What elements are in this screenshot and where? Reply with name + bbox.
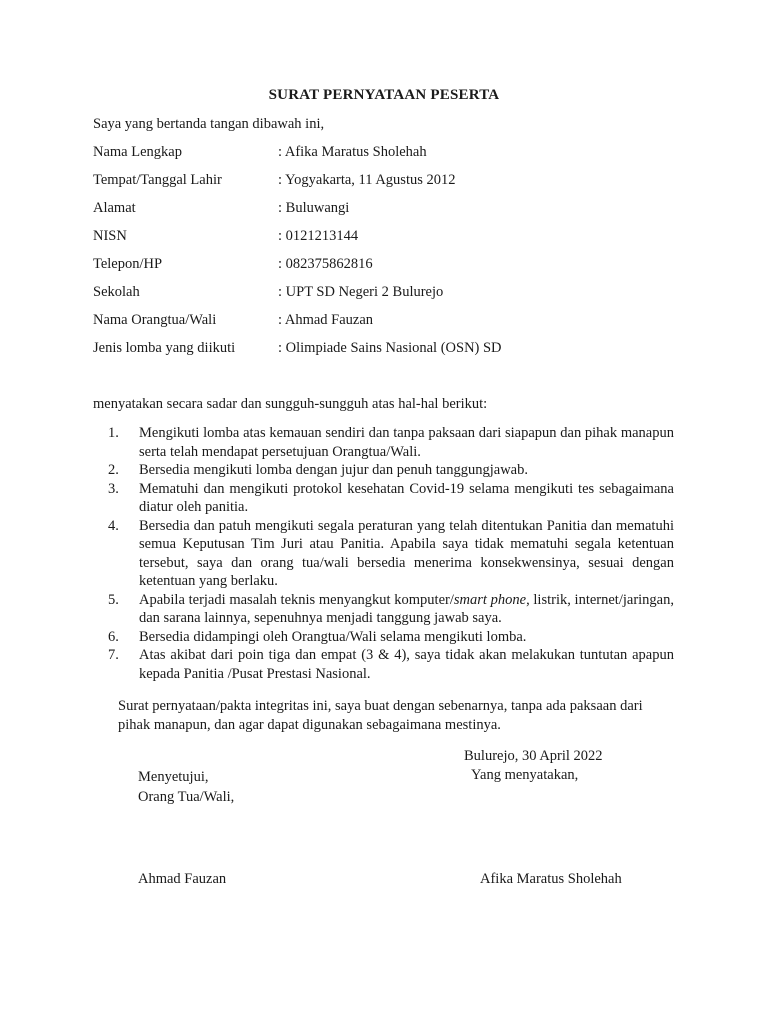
field-row bbox=[93, 283, 693, 311]
clause-text: Mematuhi dan mengikuti protokol kesehatan Covid-19 selama mengikuti tes sebagaimana diatur oleh panitia. bbox=[139, 480, 674, 515]
field-row bbox=[93, 199, 693, 227]
field-label: Telepon/HP bbox=[93, 256, 163, 272]
field-label: Nama Orangtua/Wali bbox=[93, 312, 217, 328]
clause-text-part: , listrik, internet/jaringan, dan sarana lainnya, sepenuhnya menjadi tanggung jawab saya. bbox=[139, 591, 674, 626]
field-value: : 082375862816 bbox=[278, 256, 373, 272]
field-value: : Yogyakarta, 11 Agustus 2012 bbox=[278, 172, 456, 188]
clause-text-part: Apabila terjadi masalah teknis menyangkut komputer/ bbox=[139, 591, 454, 608]
clause-number: 2. bbox=[108, 462, 119, 478]
clause-text: Bersedia didampingi oleh Orangtua/Wali selama mengikuti lomba. bbox=[139, 628, 527, 645]
clause-text: Atas akibat dari poin tiga dan empat (3 & 4), saya tidak akan melakukan tuntutan apapun kepada Panitia /Pusat Prestasi Nasional. bbox=[139, 647, 674, 682]
field-row bbox=[93, 339, 693, 367]
statement-text: menyatakan secara sadar dan sungguh-sungguh atas hal-hal berikut: bbox=[93, 396, 488, 412]
guardian-approval-block bbox=[138, 767, 234, 807]
clause-item bbox=[108, 646, 674, 683]
declarant-label: Yang menyatakan, bbox=[471, 767, 579, 783]
closing-paragraph: Surat pernyataan/pakta integritas ini, saya buat dengan sebenarnya, tanpa ada paksaan dari pihak manapun, dan agar dapat digunakan sebagaimana mestinya. bbox=[118, 698, 643, 733]
field-value: : Ahmad Fauzan bbox=[278, 312, 374, 328]
clause-item bbox=[108, 591, 674, 628]
clause-item bbox=[108, 628, 674, 647]
clause-text: Bersedia mengikuti lomba dengan jujur dan penuh tanggungjawab. bbox=[139, 462, 528, 478]
field-label: Jenis lomba yang diikuti bbox=[93, 340, 236, 356]
place-date: Bulurejo, 30 April 2022 bbox=[464, 748, 603, 764]
field-row bbox=[93, 227, 693, 255]
field-label: Nama Lengkap bbox=[93, 144, 182, 160]
clause-number: 3. bbox=[108, 480, 119, 497]
clause-number: 7. bbox=[108, 647, 119, 663]
clause-emphasis: smart phone bbox=[453, 591, 527, 608]
field-value: : Afika Maratus Sholehah bbox=[278, 144, 427, 160]
field-value: : Buluwangi bbox=[278, 200, 350, 216]
clause-number: 5. bbox=[108, 591, 119, 608]
clause-number: 1. bbox=[108, 425, 119, 441]
clause-text bbox=[139, 592, 674, 627]
intro-text: Saya yang bertanda tangan dibawah ini, bbox=[93, 116, 325, 132]
clause-item bbox=[108, 461, 674, 480]
field-value: : UPT SD Negeri 2 Bulurejo bbox=[278, 284, 444, 300]
clause-text: Mengikuti lomba atas kemauan sendiri dan tanpa paksaan dari siapapun dan pihak manapun serta telah mendapat persetujuan Orangtua/Wali. bbox=[139, 425, 674, 460]
field-label: NISN bbox=[93, 228, 127, 244]
guardian-label: Orang Tua/Wali, bbox=[138, 789, 235, 805]
clause-item bbox=[108, 517, 674, 591]
identity-fields bbox=[93, 143, 693, 367]
field-row bbox=[93, 143, 693, 171]
document-title: SURAT PERNYATAAN PESERTA bbox=[268, 87, 500, 103]
clause-number: 4. bbox=[108, 517, 119, 534]
approval-label: Menyetujui, bbox=[138, 769, 209, 785]
field-row bbox=[93, 255, 693, 283]
field-row bbox=[93, 171, 693, 199]
field-label: Tempat/Tanggal Lahir bbox=[93, 172, 222, 188]
field-label: Sekolah bbox=[93, 284, 140, 300]
declarant-signer-name: Afika Maratus Sholehah bbox=[480, 871, 622, 887]
clause-number: 6. bbox=[108, 628, 119, 645]
clause-list bbox=[108, 424, 674, 683]
field-value: : Olimpiade Sains Nasional (OSN) SD bbox=[278, 340, 502, 356]
clause-item bbox=[108, 424, 674, 461]
field-label: Alamat bbox=[93, 200, 136, 216]
clause-item bbox=[108, 480, 674, 517]
guardian-signer-name: Ahmad Fauzan bbox=[138, 871, 227, 887]
field-row bbox=[93, 311, 693, 339]
field-value: : 0121213144 bbox=[278, 228, 359, 244]
clause-text: Bersedia dan patuh mengikuti segala peraturan yang telah ditentukan Panitia dan mematuhi semua Keputusan Tim Juri atau Panitia. Apabila saya tidak mematuhi segala ketentuan tersebut, saya dan orang tua/wali bersedia menerima konsekwensinya, sesuai dengan ketentuan yang berlaku. bbox=[139, 517, 674, 589]
